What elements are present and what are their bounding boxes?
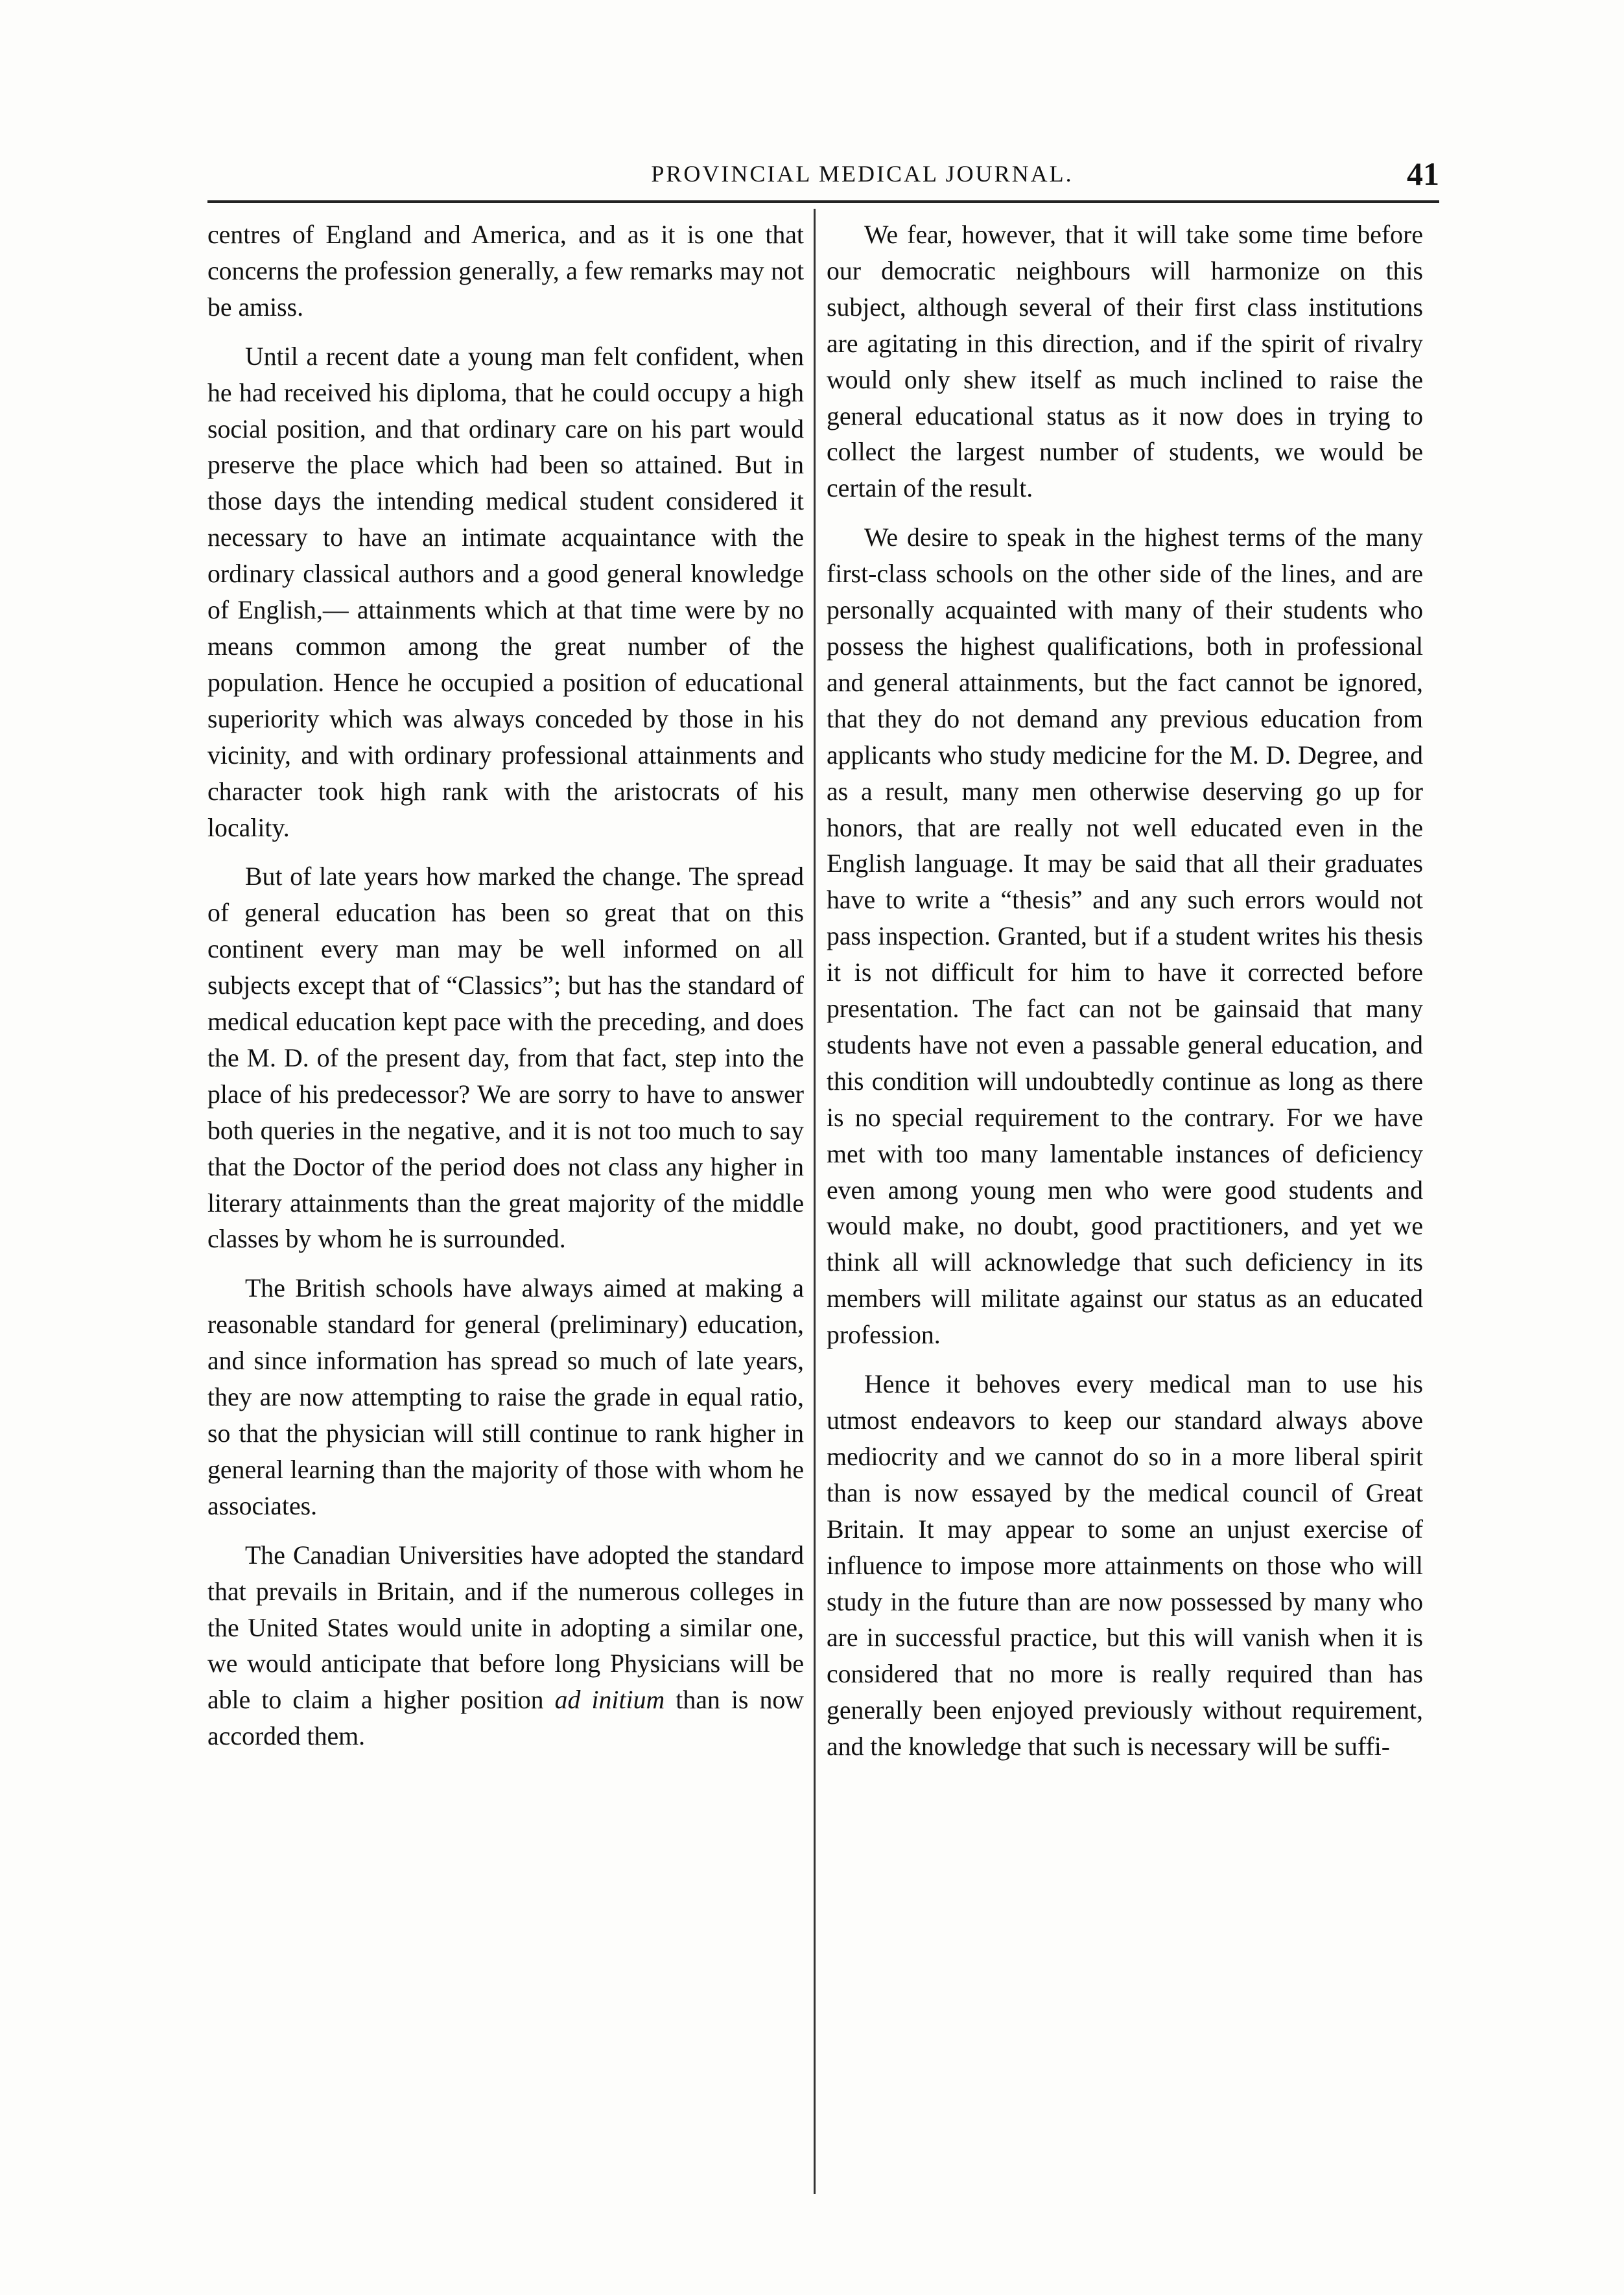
right-column xyxy=(827,217,1423,2188)
left-column xyxy=(207,217,804,2188)
paragraph-text: than is now accorded them. xyxy=(207,1686,804,1751)
paragraph: centres of England and America, and as it is one that concerns the profession generally, a few remarks may not be amiss. xyxy=(207,220,804,322)
latin-phrase: ad initium xyxy=(554,1686,665,1715)
paragraph: We desire to speak in the highest terms of the many first-class schools on the other side of the lines, and are personally acquainted with many of their students who possess the highest qualifications, both in professional and general attainments, but the fact cannot be ignored, that they do not demand any previous education from applicants who study medicine for the M. D. Degree, and as a result, many men otherwise deserving go up for honors, that are really not well educated even in the English language. It may be said that all their graduates have to write a “thesis” and any such errors would not pass inspection. Granted, but if a student writes his thesis it is not difficult for him to have it corrected before presentation. The fact can not be gainsaid that many students have not even a passable general education, and this condition will undoubtedly continue as long as there is no special requirement to the contrary. For we have met with too many lamentable instances of deficiency even among young men who were good students and would make, no doubt, good practitioners, and yet we think all will acknowledge that such deficiency in its members will militate against our status as an educated profession. xyxy=(827,523,1423,1350)
running-head xyxy=(207,154,1439,193)
paragraph: But of late years how marked the change. The spread of general education has been so great that on this continent every man may be well informed on all subjects except that of “Classics”; but has the standard of medical education kept pace with the preceding, and does the M. D. of the present day, from that fact, step into the place of his predecessor? We are sorry to have to answer both queries in the negative, and it is not too much to say that the Doctor of the period does not class any higher in literary attainments than the great majority of the middle classes by whom he is surrounded. xyxy=(207,862,804,1254)
paragraph-text: The Canadian Universities have adopted the standard that prevails in Britain, and if the numerous colleges in the United States would unite in adopting a similar one, we would anticipate that before long Physicians will be able to claim a higher position xyxy=(207,1540,804,1715)
paragraph: Hence it behoves every medical man to use his utmost endeavors to keep our standard always above mediocrity and we cannot do so in a more liberal spirit than is now essayed by the medical council of Great Britain. It may appear to some an unjust exercise of influence to impose more attainments on those who will study in the future than are now possessed by many who are in successful practice, but this will vanish when it is considered that no more is really required than has generally been enjoyed previously without requirement, and the knowledge that such is necessary will be suffi- xyxy=(827,1370,1423,1761)
paragraph-final-left xyxy=(207,1538,804,1755)
journal-title: PROVINCIAL MEDICAL JOURNAL. xyxy=(651,161,1074,187)
header-rule xyxy=(207,200,1439,203)
paragraph: The British schools have always aimed at making a reasonable standard for general (preliminary) education, and since information has spread so much of late years, they are now attempting to raise the grade in equal ratio, so that the physician will still continue to rank higher in general learning than the majority of those with whom he associates. xyxy=(207,1274,804,1520)
paragraph: We fear, however, that it will take some time before our democratic neighbours will harmonize on this subject, although several of their first class institutions are agitating in this direction, and if the spirit of rivalry would only shew itself as much inclined to raise the general educational status as it now does in trying to collect the largest number of students, we would be certain of the result. xyxy=(827,220,1423,503)
page-number: 41 xyxy=(1407,156,1439,192)
column-divider xyxy=(814,209,816,2194)
paragraph: Until a recent date a young man felt confident, when he had received his diploma, that he could occupy a high social position, and that ordinary care on his part would preserve the place which had been so attained. But in those days the intending medical student considered it necessary to have an intimate acquaintance with the ordinary classical authors and a good general knowledge of English,— attainments which at that time were by no means common among the great number of the population. Hence he occupied a position of educational superiority which was always conceded by those in his vicinity, and with ordinary professional attainments and character took high rank with the aristocrats of his locality. xyxy=(207,342,804,842)
